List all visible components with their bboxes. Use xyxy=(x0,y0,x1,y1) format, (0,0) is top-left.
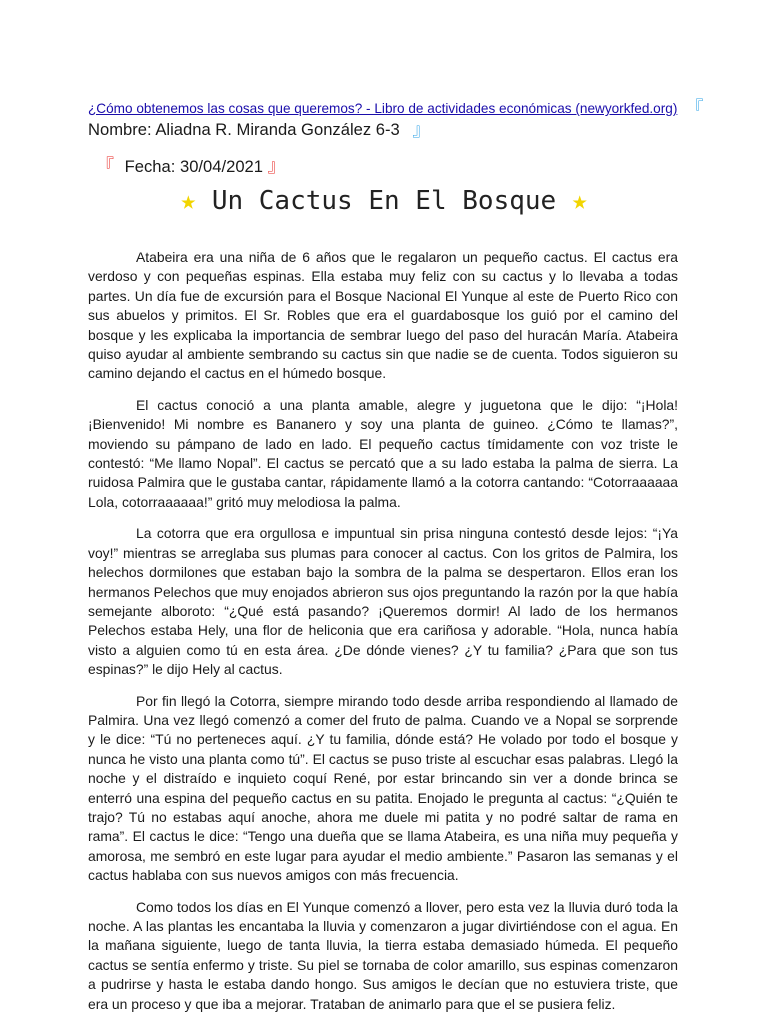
paragraph: Por fin llegó la Cotorra, siempre mirando todo desde arriba respondiendo al llamado de Palmira. Una vez llegó comenzó a comer del fruto de palma. Cuando ve a Nopal se sorprende y le dice: “Tú no perteneces aquí. ¿Y tu familia, dónde está? He volado por todo el bosque y nunca he visto una planta como tú”. El cactus se puso triste al escuchar esas palabras. Llegó la noche y el distraído e inquieto coquí René, por estar brincando sin ver a donde brinca se enterró una espina del pequeño cactus en su patita. Enojado le pregunta al cactus: “¿Quién te trajo? Tú no estabas aquí anoche, ahora me duele mi patita y no podré saltar de rama en rama”. El cactus le dice: “Tengo una dueña que se llama Atabeira, es una niña muy pequeña y amorosa, me sembró en este lugar para ayudar el medio ambiente.” Pasaron las semanas y el cactus hablaba con sus nuevos amigos con más frecuencia. xyxy=(88,692,678,884)
story-body xyxy=(88,248,678,1026)
date-close-bracket-icon: 』 xyxy=(267,156,286,176)
star-icon: ★ xyxy=(180,186,197,216)
star-icon: ★ xyxy=(571,186,588,216)
student-name-line xyxy=(88,116,430,142)
paragraph: La cotorra que era orgullosa e impuntual sin prisa ninguna contestó desde lejos: “¡Ya voy!” mientras se arreglaba sus plumas para conocer al cactus. Con los gritos de Palmira, los helechos dormilones que estaban bajo la sombra de la palma se despertaron. Ellos eran los hermanos Pelechos que muy enojados abrieron sus ojos preguntando la razón por la que había semejante alboroto: “¿Qué está pasando? ¡Queremos dormir! Al lado de los hermanos Pelechos estaba Hely, una flor de heliconia que era cariñosa y adorable. “Hola, nunca había visto a alguien como tú en esta área. ¿De dónde vienes? ¿Y tu familia? ¿Para que son tus espinas?” le dijo Hely al cactus. xyxy=(88,525,678,678)
paragraph: Atabeira era una niña de 6 años que le regalaron un pequeño cactus. El cactus era verdoso y con pequeñas espinas. Ella estaba muy feliz con su cactus y lo llevaba a todas partes. Un día fue de excursión para el Bosque Nacional El Yunque al este de Puerto Rico con sus abuelos y primitos. El Sr. Robles que era el guardabosque los guió por el camino del bosque y les explicaba la importancia de sembrar luego del paso del huracán María. Atabeira quiso ayudar al ambiente sembrando su cactus sin que nadie se de cuenta. Todos siguieron su camino dejando el cactus en el húmedo bosque. xyxy=(88,249,678,382)
story-title xyxy=(0,186,768,216)
date-line xyxy=(96,152,286,178)
student-name: Nombre: Aliadna R. Miranda González 6-3 xyxy=(88,120,400,139)
paragraph: El cactus conoció a una planta amable, alegre y juguetona que le dijo: “¡Hola! ¡Bienvenido! Mi nombre es Bananero y soy una planta de guineo. ¿Cómo te llamas?”, moviendo su pámpano de lado en lado. El pequeño cactus tímidamente con voz triste le contestó: “Me llamo Nopal”. El cactus se percató que a su lado estaba la palma de sierra. La ruidosa Palmira que le gustaba cantar, rápidamente llamó a la cotorra cantando: “Cotorraaaaaa Lola, cotorraaaaaa!” gritó muy melodiosa la palma. xyxy=(88,396,678,510)
paragraph: Como todos los días en El Yunque comenzó a llover, pero esta vez la lluvia duró toda la noche. A las plantas les encantaba la lluvia y comenzaron a jugar divirtiéndose con el agua. En la mañana siguiente, luego de tanta lluvia, la tierra estaba demasiado húmeda. El pequeño cactus se sentía enfermo y triste. Su piel se tornaba de color amarillo, sus espinas comenzaron a pudrirse y hasta le estaba dando hongo. Sus amigos le decían que no estuviera triste, que era un proceso y que iba a mejorar. Trataban de animarlo para que el se pusiera feliz. xyxy=(88,898,678,1012)
story-title-text: Un Cactus En El Bosque xyxy=(211,186,557,216)
resource-link[interactable]: ¿Cómo obtenemos las cosas que queremos? - Libro de actividades económicas (newyorkfed.org) xyxy=(88,101,678,116)
close-bracket-icon: 』 xyxy=(412,120,431,140)
date-open-bracket-icon: 『 xyxy=(96,156,114,176)
date-text: Fecha: 30/04/2021 xyxy=(124,157,264,176)
open-bracket-icon: 『 xyxy=(685,98,704,118)
